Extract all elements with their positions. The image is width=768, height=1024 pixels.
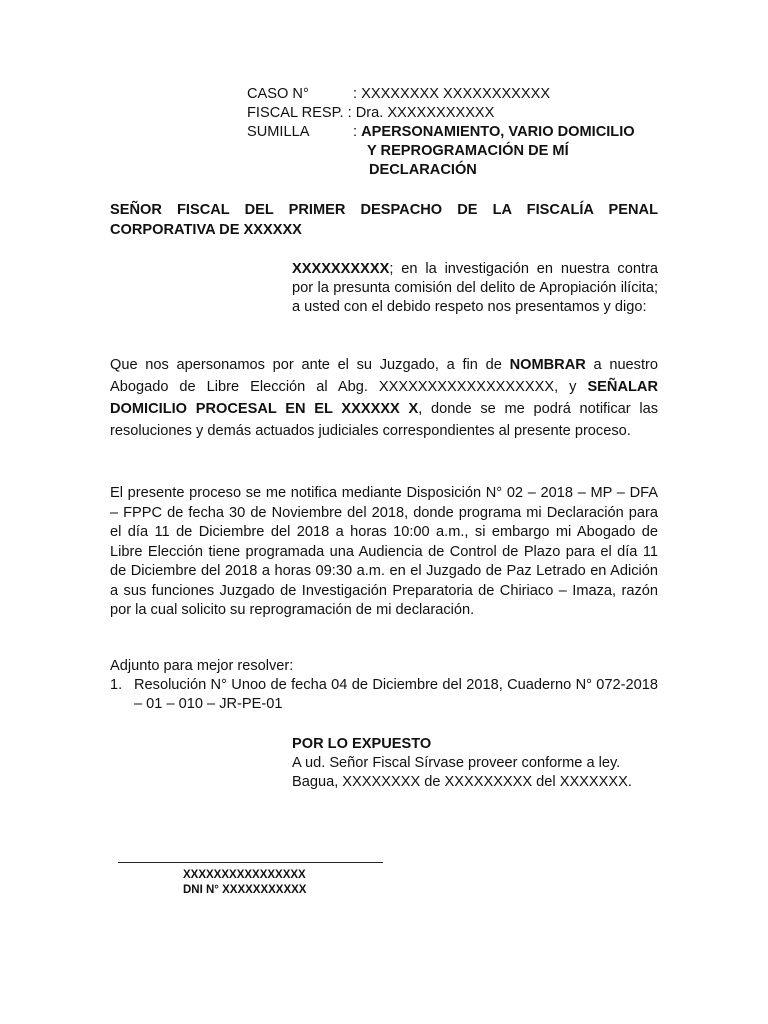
sumilla-row bbox=[247, 123, 667, 142]
paragraph-text: , donde se me podrá notificar las resoluciones y demás actuados judiciales correspondientes al presente proceso. bbox=[110, 401, 659, 439]
fiscal-value: Dra. XXXXXXXXXXX bbox=[355, 105, 495, 121]
petitioner-name: XXXXXXXXXX bbox=[292, 261, 390, 277]
annex-item bbox=[110, 676, 658, 714]
case-number-value: XXXXXXXX XXXXXXXXXXX bbox=[361, 86, 551, 102]
annex-title: Adjunto para mejor resolver: bbox=[110, 658, 294, 674]
paragraph-bold-text: SEÑALAR DOMICILIO PROCESAL EN EL XXXXXX X bbox=[110, 379, 658, 417]
addressee: SEÑOR FISCAL DEL PRIMER DESPACHO DE LA FISCALÍA PENAL CORPORATIVA DE XXXXXX bbox=[110, 202, 658, 238]
fiscal-label: FISCAL RESP. bbox=[247, 105, 344, 121]
paragraph-reschedule: El presente proceso se me notifica mediante Disposición N° 02 – 2018 – MP – DFA – FPPC de fecha 30 de Noviembre del 2018, donde programa mi Declaración para el día 11 de Diciembre del 2018 a horas 10:00 a.m., si embargo mi Abogado de Libre Elección tiene programada una Audiencia de Control de Plazo para el día 11 de Diciembre del 2018 a horas 09:30 a.m. en el Juzgado de Paz Letrado en Adición a sus funciones Juzgado de Investigación Preparatoria de Chiriaco – Imaza, razón por la cual solicito su reprogramación de mi declaración. bbox=[110, 485, 658, 618]
annex-item-text: Resolución N° Unoo de fecha 04 de Diciembre del 2018, Cuaderno N° 072-2018 – 01 – 010 – JR-PE-01 bbox=[134, 677, 658, 712]
closing-line-2: Bagua, XXXXXXXX de XXXXXXXXX del XXXXXXX. bbox=[292, 774, 632, 790]
signature-name: XXXXXXXXXXXXXXXX bbox=[183, 869, 306, 881]
case-header bbox=[247, 85, 667, 180]
paragraph-text: a nuestro Abogado de Libre Elección al Abg. XXXXXXXXXXXXXXXXXX, y bbox=[110, 357, 659, 395]
separator: : bbox=[353, 86, 362, 102]
case-number-label: CASO N° bbox=[247, 86, 309, 102]
paragraph-bold-text: NOMBRAR bbox=[509, 357, 586, 373]
sumilla-line-2: Y REPROGRAMACIÓN DE MÍ bbox=[367, 143, 569, 159]
intro-text: ; en la investigación en nuestra contra por la presunta comisión del delito de Apropiación ilícita; a usted con el debido respeto nos presentamos y digo: bbox=[292, 261, 658, 315]
paragraph-text: Que nos apersonamos por ante el su Juzgado, a fin de bbox=[110, 357, 510, 373]
sumilla-line-3: DECLARACIÓN bbox=[369, 162, 477, 178]
signature-line bbox=[118, 862, 383, 863]
paragraph-appointment bbox=[110, 354, 658, 442]
closing-heading: POR LO EXPUESTO bbox=[292, 736, 432, 752]
separator: : bbox=[353, 124, 362, 140]
closing-line-1: A ud. Señor Fiscal Sírvase proveer conforme a ley. bbox=[292, 755, 621, 771]
intro-paragraph bbox=[292, 260, 658, 317]
case-number-row bbox=[247, 85, 667, 104]
signature-dni: DNI N° XXXXXXXXXXX bbox=[183, 884, 307, 896]
annex-item-number: 1. bbox=[110, 677, 123, 693]
sumilla-label: SUMILLA bbox=[247, 124, 310, 140]
separator: : bbox=[343, 105, 356, 121]
sumilla-line-1: APERSONAMIENTO, VARIO DOMICILIO bbox=[361, 124, 635, 140]
fiscal-row bbox=[247, 104, 667, 123]
closing-block bbox=[292, 735, 672, 792]
